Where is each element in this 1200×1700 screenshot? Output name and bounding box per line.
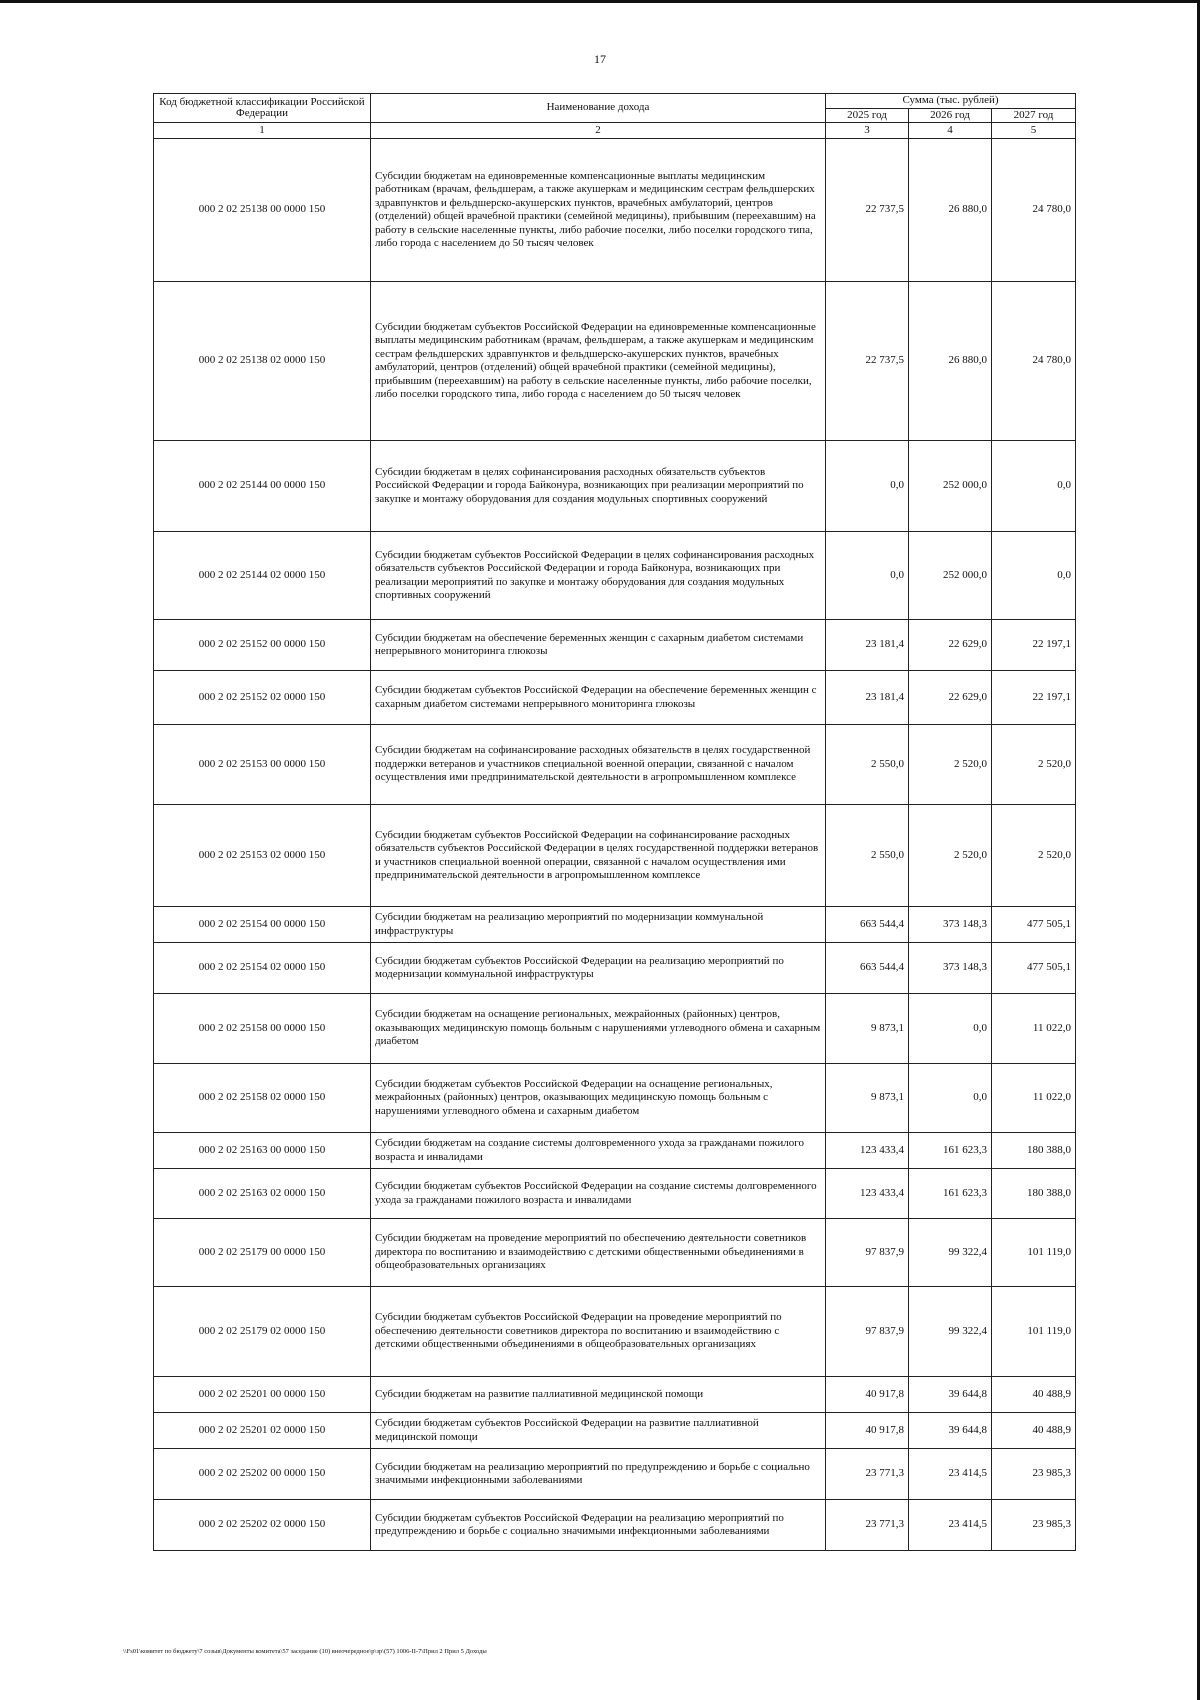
table-row <box>154 805 1076 907</box>
amount-2027: 11 022,0 <box>992 1064 1076 1133</box>
revenue-name: Субсидии бюджетам на реализацию мероприятий по предупреждению и борьбе с социально значимыми инфекционными заболеваниями <box>371 1449 826 1500</box>
amount-2027: 24 780,0 <box>992 139 1076 282</box>
column-number: 2 <box>371 123 826 139</box>
amount-2026: 252 000,0 <box>909 532 992 620</box>
budget-code: 000 2 02 25144 02 0000 150 <box>154 532 371 620</box>
table-row <box>154 907 1076 943</box>
amount-2027: 24 780,0 <box>992 282 1076 441</box>
header-year-2025: 2025 год <box>826 108 909 123</box>
amount-2026: 99 322,4 <box>909 1287 992 1377</box>
table-row <box>154 1064 1076 1133</box>
budget-code: 000 2 02 25153 00 0000 150 <box>154 725 371 805</box>
table-row <box>154 532 1076 620</box>
amount-2026: 22 629,0 <box>909 671 992 725</box>
revenue-name: Субсидии бюджетам субъектов Российской Федерации на единовременные компенсационные выплаты медицинским работникам (врачам, фельдшерам, а также акушеркам и медицинским сестрам фельдшерских здравпунктов и фельдшерско-акушерских пунктов, врачебных амбулаторий, центров (отделений) общей врачебной практики (семейной медицины), прибывшим (переехавшим) на работу в сельские населенные пункты, либо рабочие поселки, либо поселки городского типа, либо города с населением до 50 тысяч человек <box>371 282 826 441</box>
revenue-name: Субсидии бюджетам на обеспечение беременных женщин с сахарным диабетом системами непрерывного мониторинга глюкозы <box>371 620 826 671</box>
amount-2025: 22 737,5 <box>826 139 909 282</box>
amount-2025: 23 181,4 <box>826 620 909 671</box>
amount-2025: 2 550,0 <box>826 725 909 805</box>
table-row <box>154 282 1076 441</box>
amount-2025: 22 737,5 <box>826 282 909 441</box>
revenue-name: Субсидии бюджетам субъектов Российской Федерации в целях софинансирования расходных обязательств субъектов Российской Федерации и города Байконура, возникающих при реализации мероприятий по закупке и монтажу оборудования для создания модульных спортивных сооружений <box>371 532 826 620</box>
table-row <box>154 139 1076 282</box>
header-sum: Сумма (тыс. рублей) <box>826 94 1076 109</box>
header-code: Код бюджетной классификации Российской Федерации <box>154 94 371 123</box>
budget-code: 000 2 02 25154 00 0000 150 <box>154 907 371 943</box>
budget-code: 000 2 02 25163 00 0000 150 <box>154 1133 371 1169</box>
revenue-name: Субсидии бюджетам субъектов Российской Федерации на реализацию мероприятий по модернизации коммунальной инфраструктуры <box>371 943 826 994</box>
budget-code: 000 2 02 25158 00 0000 150 <box>154 994 371 1064</box>
amount-2026: 26 880,0 <box>909 282 992 441</box>
column-number: 1 <box>154 123 371 139</box>
amount-2026: 0,0 <box>909 994 992 1064</box>
revenue-name: Субсидии бюджетам субъектов Российской Федерации на реализацию мероприятий по предупреждению и борьбе с социально значимыми инфекционными заболеваниями <box>371 1500 826 1551</box>
revenue-name: Субсидии бюджетам в целях софинансирования расходных обязательств субъектов Российской Федерации и города Байконура, возникающих при реализации мероприятий по закупке и монтажу оборудования для создания модульных спортивных сооружений <box>371 441 826 532</box>
revenue-name: Субсидии бюджетам на развитие паллиативной медицинской помощи <box>371 1377 826 1413</box>
amount-2026: 39 644,8 <box>909 1413 992 1449</box>
revenue-name: Субсидии бюджетам субъектов Российской Федерации на создание системы долговременного ухода за гражданами пожилого возраста и инвалидами <box>371 1169 826 1219</box>
amount-2025: 663 544,4 <box>826 943 909 994</box>
amount-2025: 40 917,8 <box>826 1413 909 1449</box>
table-row <box>154 725 1076 805</box>
amount-2026: 0,0 <box>909 1064 992 1133</box>
amount-2027: 2 520,0 <box>992 725 1076 805</box>
table-row <box>154 620 1076 671</box>
revenue-name: Субсидии бюджетам на единовременные компенсационные выплаты медицинским работникам (врачам, фельдшерам, а также акушеркам и медицинским сестрам фельдшерских здравпунктов и фельдшерско-акушерских пунктов, врачебных амбулаторий, центров (отделений) общей врачебной практики (семейной медицины), прибывшим (переехавшим) на работу в сельские населенные пункты, либо рабочие поселки, либо поселки городского типа, либо города с населением до 50 тысяч человек <box>371 139 826 282</box>
budget-code: 000 2 02 25179 02 0000 150 <box>154 1287 371 1377</box>
amount-2025: 97 837,9 <box>826 1287 909 1377</box>
header-year-2027: 2027 год <box>992 108 1076 123</box>
budget-code: 000 2 02 25201 00 0000 150 <box>154 1377 371 1413</box>
table-row <box>154 1287 1076 1377</box>
amount-2027: 180 388,0 <box>992 1133 1076 1169</box>
amount-2025: 23 181,4 <box>826 671 909 725</box>
revenue-name: Субсидии бюджетам на создание системы долговременного ухода за гражданами пожилого возраста и инвалидами <box>371 1133 826 1169</box>
revenue-name: Субсидии бюджетам субъектов Российской Федерации на развитие паллиативной медицинской помощи <box>371 1413 826 1449</box>
amount-2026: 2 520,0 <box>909 805 992 907</box>
budget-code: 000 2 02 25144 00 0000 150 <box>154 441 371 532</box>
amount-2027: 0,0 <box>992 441 1076 532</box>
table-row <box>154 671 1076 725</box>
table-row <box>154 1500 1076 1551</box>
amount-2026: 161 623,3 <box>909 1169 992 1219</box>
column-number: 5 <box>992 123 1076 139</box>
amount-2025: 40 917,8 <box>826 1377 909 1413</box>
amount-2027: 22 197,1 <box>992 620 1076 671</box>
revenue-name: Субсидии бюджетам субъектов Российской Федерации на обеспечение беременных женщин с сахарным диабетом системами непрерывного мониторинга глюкозы <box>371 671 826 725</box>
budget-code: 000 2 02 25154 02 0000 150 <box>154 943 371 994</box>
amount-2025: 2 550,0 <box>826 805 909 907</box>
amount-2025: 123 433,4 <box>826 1133 909 1169</box>
budget-code: 000 2 02 25152 00 0000 150 <box>154 620 371 671</box>
amount-2027: 477 505,1 <box>992 907 1076 943</box>
column-number: 4 <box>909 123 992 139</box>
amount-2027: 23 985,3 <box>992 1500 1076 1551</box>
amount-2025: 663 544,4 <box>826 907 909 943</box>
budget-code: 000 2 02 25179 00 0000 150 <box>154 1219 371 1287</box>
amount-2027: 477 505,1 <box>992 943 1076 994</box>
amount-2026: 23 414,5 <box>909 1449 992 1500</box>
amount-2025: 23 771,3 <box>826 1449 909 1500</box>
amount-2026: 252 000,0 <box>909 441 992 532</box>
table-row <box>154 1377 1076 1413</box>
amount-2026: 26 880,0 <box>909 139 992 282</box>
budget-code: 000 2 02 25158 02 0000 150 <box>154 1064 371 1133</box>
revenue-name: Субсидии бюджетам на проведение мероприятий по обеспечению деятельности советников директора по воспитанию и взаимодействию с детскими общественными объединениями в общеобразовательных организациях <box>371 1219 826 1287</box>
amount-2025: 9 873,1 <box>826 1064 909 1133</box>
amount-2027: 2 520,0 <box>992 805 1076 907</box>
amount-2027: 101 119,0 <box>992 1287 1076 1377</box>
budget-code: 000 2 02 25163 02 0000 150 <box>154 1169 371 1219</box>
budget-code: 000 2 02 25201 02 0000 150 <box>154 1413 371 1449</box>
amount-2026: 373 148,3 <box>909 907 992 943</box>
budget-code: 000 2 02 25152 02 0000 150 <box>154 671 371 725</box>
amount-2027: 11 022,0 <box>992 994 1076 1064</box>
amount-2025: 23 771,3 <box>826 1500 909 1551</box>
amount-2026: 22 629,0 <box>909 620 992 671</box>
amount-2027: 40 488,9 <box>992 1377 1076 1413</box>
amount-2025: 0,0 <box>826 441 909 532</box>
header-name: Наименование дохода <box>371 94 826 123</box>
budget-code: 000 2 02 25202 00 0000 150 <box>154 1449 371 1500</box>
amount-2026: 373 148,3 <box>909 943 992 994</box>
amount-2025: 9 873,1 <box>826 994 909 1064</box>
amount-2026: 2 520,0 <box>909 725 992 805</box>
amount-2026: 23 414,5 <box>909 1500 992 1551</box>
column-number: 3 <box>826 123 909 139</box>
revenue-name: Субсидии бюджетам на реализацию мероприятий по модернизации коммунальной инфраструктуры <box>371 907 826 943</box>
amount-2025: 97 837,9 <box>826 1219 909 1287</box>
table-row <box>154 994 1076 1064</box>
amount-2025: 0,0 <box>826 532 909 620</box>
page-number: 17 <box>594 52 606 66</box>
column-number-row <box>154 123 1076 139</box>
budget-code: 000 2 02 25202 02 0000 150 <box>154 1500 371 1551</box>
table-row <box>154 441 1076 532</box>
amount-2025: 123 433,4 <box>826 1169 909 1219</box>
amount-2027: 180 388,0 <box>992 1169 1076 1219</box>
revenue-name: Субсидии бюджетам на оснащение региональных, межрайонных (районных) центров, оказывающих медицинскую помощь больным с нарушениями углеводного обмена и сахарным диабетом <box>371 994 826 1064</box>
scan-edge-top <box>0 0 1200 3</box>
revenue-name: Субсидии бюджетам субъектов Российской Федерации на проведение мероприятий по обеспечению деятельности советников директора по воспитанию и взаимодействию с детскими общественными объединениями в общеобразовательных организациях <box>371 1287 826 1377</box>
amount-2027: 22 197,1 <box>992 671 1076 725</box>
table-row <box>154 1413 1076 1449</box>
revenue-table <box>153 93 1076 1551</box>
amount-2027: 40 488,9 <box>992 1413 1076 1449</box>
table-row <box>154 1169 1076 1219</box>
amount-2027: 23 985,3 <box>992 1449 1076 1500</box>
file-path-footer: \\Fs01\комитет по бюджету\7 созыв\Документы комитета\57 заседание (10) внеочередное\р\зр\(57) 1006-II-7\Прил 2 Прил 5 Доходы <box>123 1648 487 1655</box>
amount-2027: 0,0 <box>992 532 1076 620</box>
amount-2026: 99 322,4 <box>909 1219 992 1287</box>
revenue-name: Субсидии бюджетам на софинансирование расходных обязательств в целях государственной поддержки ветеранов и участников специальной военной операции, связанной с началом осуществления ими предпринимательской деятельности в агропромышленном комплексе <box>371 725 826 805</box>
budget-code: 000 2 02 25153 02 0000 150 <box>154 805 371 907</box>
budget-code: 000 2 02 25138 00 0000 150 <box>154 139 371 282</box>
amount-2027: 101 119,0 <box>992 1219 1076 1287</box>
header-year-2026: 2026 год <box>909 108 992 123</box>
table-row <box>154 1449 1076 1500</box>
revenue-name: Субсидии бюджетам субъектов Российской Федерации на софинансирование расходных обязательств субъектов Российской Федерации в целях государственной поддержки ветеранов и участников специальной военной операции, связанной с началом осуществления ими предпринимательской деятельности в агропромышленном комплексе <box>371 805 826 907</box>
amount-2026: 39 644,8 <box>909 1377 992 1413</box>
table-row <box>154 1219 1076 1287</box>
table-row <box>154 943 1076 994</box>
revenue-name: Субсидии бюджетам субъектов Российской Федерации на оснащение региональных, межрайонных (районных) центров, оказывающих медицинскую помощь больным с нарушениями углеводного обмена и сахарным диабетом <box>371 1064 826 1133</box>
table-row <box>154 1133 1076 1169</box>
amount-2026: 161 623,3 <box>909 1133 992 1169</box>
budget-code: 000 2 02 25138 02 0000 150 <box>154 282 371 441</box>
